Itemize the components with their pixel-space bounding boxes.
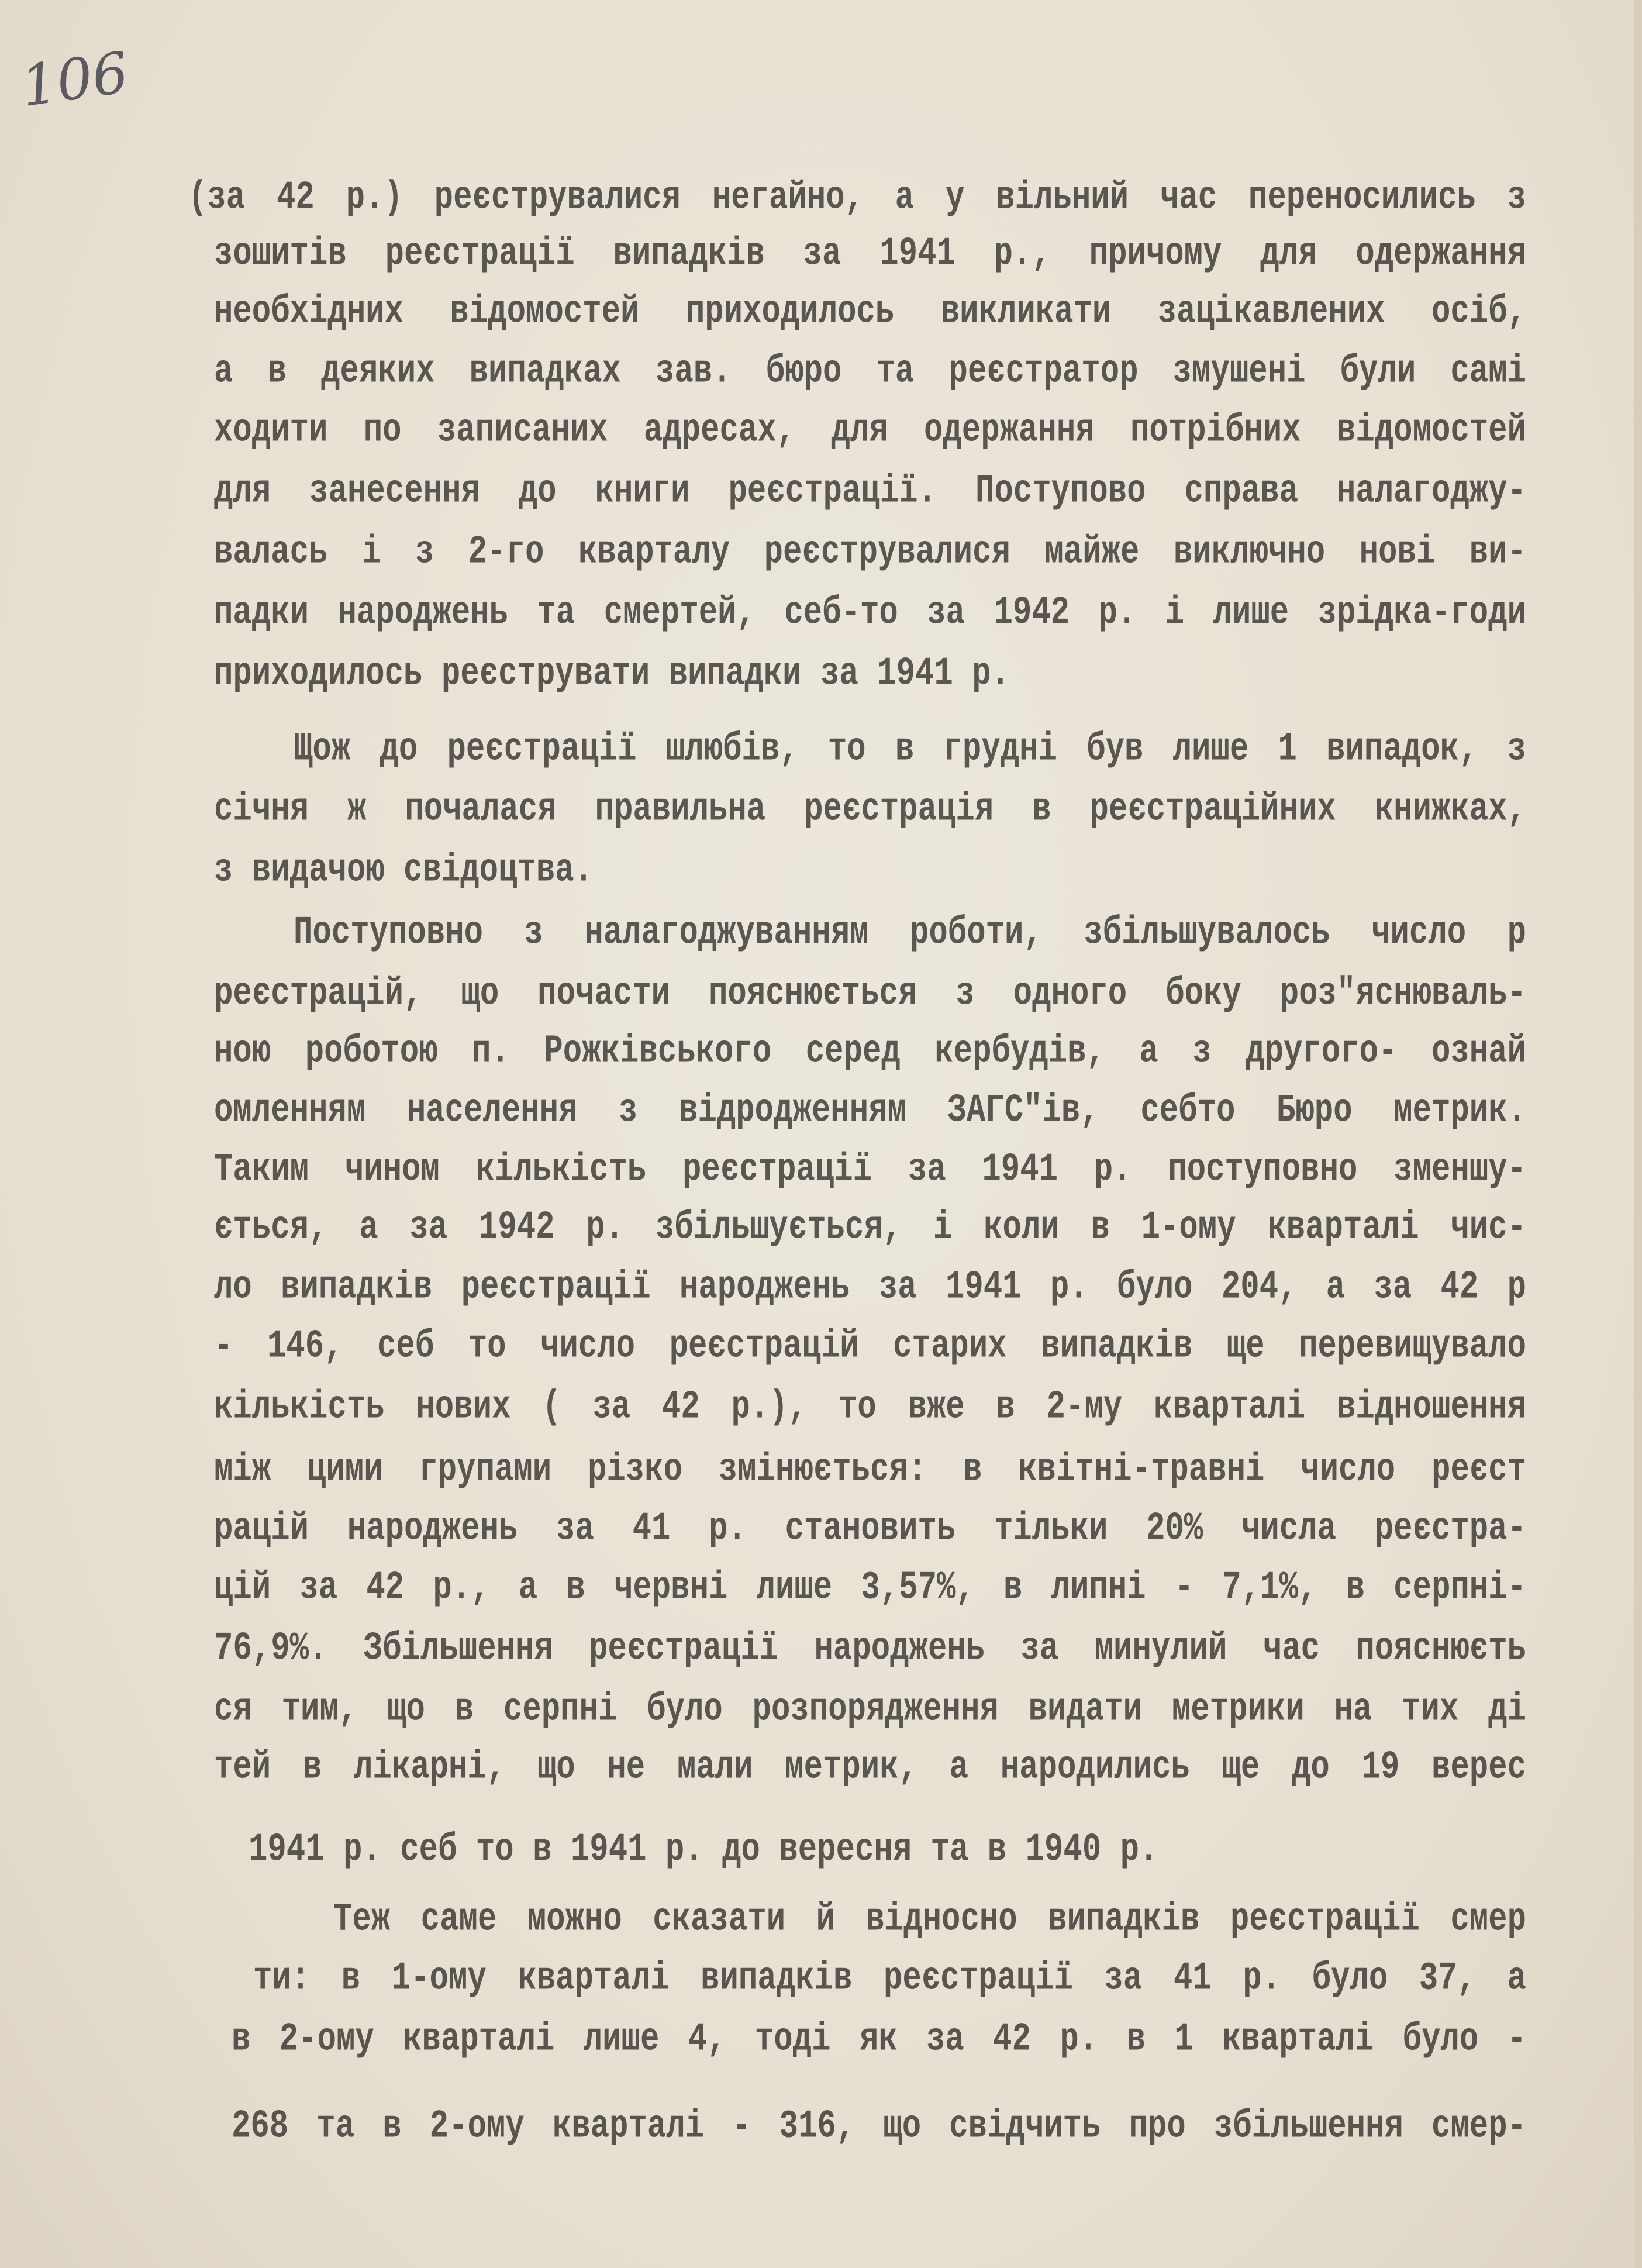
text-line: 76,9%. Збільшення реєстрації народжень за минулий час пояснюєть	[214, 1626, 1526, 1671]
text-line: валась і з 2-го кварталу реєструвалися майже виключно нові ви-	[214, 530, 1526, 575]
text-line: між цими групами різко змінюється: в квітні-травні число реєст	[214, 1447, 1526, 1493]
text-line: падки народжень та смертей, себ-то за 1942 р. і лише зрідка-годи	[214, 591, 1526, 636]
text-line: ється, а за 1942 р. збільшується, і коли в 1-ому кварталі чис-	[214, 1205, 1526, 1250]
text-line: (за 42 р.) реєструвалися негайно, а у вільний час переносились з	[188, 175, 1526, 220]
text-line: - 146, себ то число реєстрацій старих випадків ще перевищувало	[214, 1324, 1526, 1369]
text-line: січня ж почалася правильна реєстрація в реєстраційних книжках,	[214, 787, 1526, 832]
handwritten-page-number: 106	[17, 39, 133, 120]
text-line: цій за 42 р., а в червні лише 3,57%, в липні - 7,1%, в серпні-	[214, 1566, 1526, 1611]
text-line: зошитів реєстрації випадків за 1941 р., причому для одержання	[214, 232, 1526, 277]
text-line: Щож до реєстрації шлюбів, то в грудні був лише 1 випадок, з	[294, 727, 1526, 772]
text-line: кількість нових ( за 42 р.), то вже в 2-му кварталі відношення	[214, 1385, 1526, 1430]
text-line: ло випадків реєстрації народжень за 1941 р. було 204, а за 42 р	[214, 1265, 1526, 1310]
text-line: ною роботою п. Рожківського серед кербудів, а з другого- ознай	[214, 1029, 1526, 1074]
text-line: в 2-ому кварталі лише 4, тоді як за 42 р. в 1 кварталі було -	[232, 2017, 1526, 2062]
text-line: 268 та в 2-ому кварталі - 316, що свідчить про збільшення смер-	[232, 2104, 1526, 2149]
text-line: 1941 р. себ то в 1941 р. до вересня та в 1940 р.	[249, 1828, 1158, 1873]
text-line: Теж саме можно сказати й відносно випадків реєстрації смер	[333, 1897, 1526, 1942]
text-line: Таким чином кількість реєстрації за 1941 р. поступовно зменшу-	[214, 1147, 1526, 1192]
text-line: ти: в 1-ому кварталі випадків реєстрації за 41 р. було 37, а	[253, 1956, 1526, 2001]
text-line: з видачою свідоцтва.	[214, 848, 594, 893]
text-line: ся тим, що в серпні було розпорядження видати метрики на тих ді	[214, 1687, 1526, 1732]
text-line: Поступовно з налагоджуванням роботи, збільшувалось число р	[294, 911, 1526, 956]
text-line: омленням населення з відродженням ЗАГС"ів, себто Бюро метрик.	[214, 1088, 1526, 1133]
text-line: необхідних відомостей приходилось викликати зацікавлених осіб,	[214, 289, 1526, 335]
text-line: тей в лікарні, що не мали метрик, а народились ще до 19 верес	[214, 1745, 1526, 1790]
text-line: приходилось реєструвати випадки за 1941 р.	[214, 652, 1010, 697]
text-line: рацій народжень за 41 р. становить тільки 20% числа реєстра-	[214, 1507, 1526, 1552]
text-line: а в деяких випадках зав. бюро та реєстратор змушені були самі	[214, 349, 1526, 394]
paper-edge	[1634, 0, 1642, 2268]
text-line: для занесення до книги реєстрації. Поступово справа налагоджу-	[214, 469, 1526, 514]
text-line: ходити по записаних адресах, для одержання потрібних відомостей	[214, 408, 1526, 453]
text-line: реєстрацій, що почасти пояснюється з одного боку роз"яснюваль-	[214, 971, 1526, 1016]
